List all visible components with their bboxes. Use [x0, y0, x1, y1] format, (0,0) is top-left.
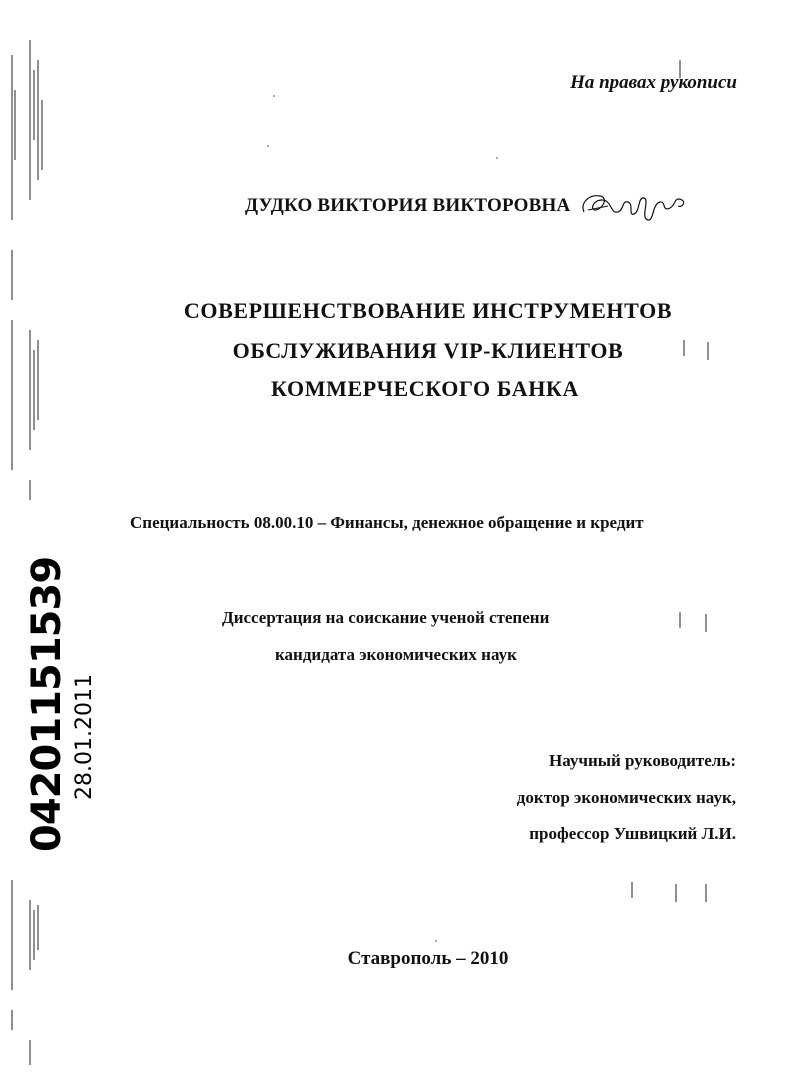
stamp-date: 28.01.2011 [72, 674, 97, 800]
stamp-number: 04201151539 [24, 556, 70, 852]
title-line-1: СОВЕРШЕНСТВОВАНИЕ ИНСТРУМЕНТОВ [183, 298, 673, 323]
manuscript-note: На правах рукописи [570, 72, 737, 93]
advisor-label: Научный руководитель: [549, 751, 736, 770]
signature-icon [578, 186, 690, 226]
advisor-name: профессор Ушвицкий Л.И. [529, 824, 736, 843]
author-row [245, 186, 690, 226]
dissertation-line-2: кандидата экономических наук [275, 645, 517, 664]
specialty-line: Специальность 08.00.10 – Финансы, денежное обращение и кредит [130, 513, 644, 532]
title-line-2: ОБСЛУЖИВАНИЯ VIP-КЛИЕНТОВ [232, 338, 624, 363]
advisor-degree: доктор экономических наук, [516, 788, 736, 807]
dissertation-line-1: Диссертация на соискание ученой степени [222, 608, 550, 627]
title-line-3: КОММЕРЧЕСКОГО БАНКА [271, 376, 579, 401]
library-stamp [24, 556, 100, 852]
city-year: Ставрополь – 2010 [347, 948, 509, 969]
author-name: ДУДКО ВИКТОРИЯ ВИКТОРОВНА [245, 195, 571, 216]
